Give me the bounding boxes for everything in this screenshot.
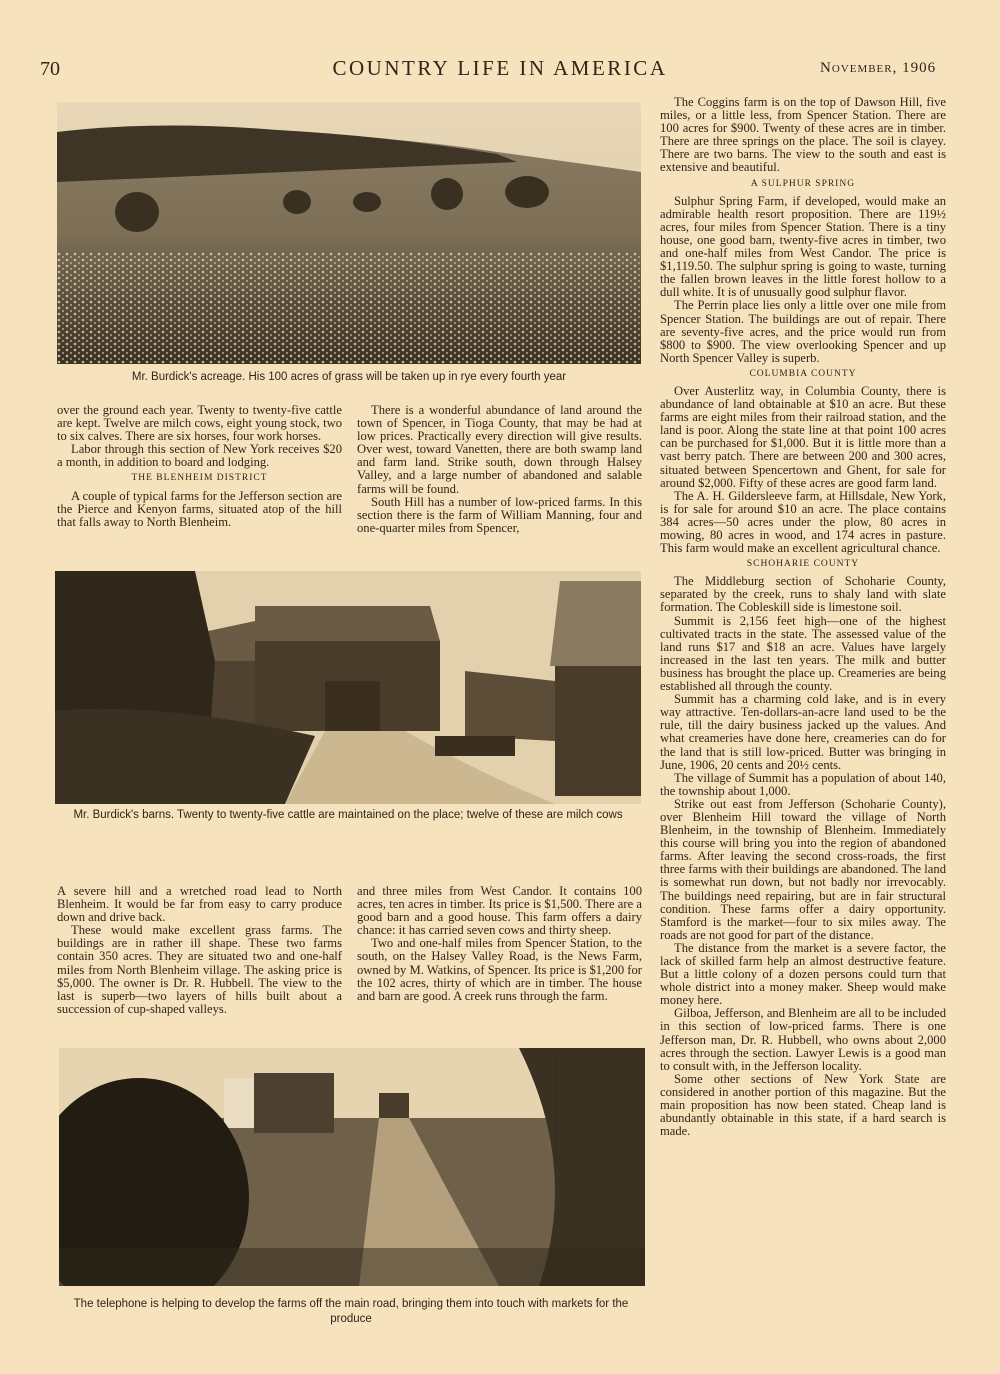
paragraph: Summit is 2,156 feet high—one of the highest cultivated tracts in the state. The assessed value of the land runs $17 and $18 an acre. Values have largely increased in the last ten years. The milk and butter business has brought the place up. Creameries are being established all through the county. <box>660 613 946 694</box>
column-middle-top <box>357 404 642 535</box>
paragraph: Strike out east from Jefferson (Schoharie County), over Blenheim Hill toward the village of North Blenheim, in the township of Blenheim. Immediately this course will bring you into the region of abandoned farms. After leaving the second cross-roads, the first three farms with their buildings are abandoned. The land is somewhat run down, but not badly nor irrevocably. The buildings need repairing, but are in fair structural condition. These farms offer a dairy opportunity. Stamford is the market—four to six miles away. The roads are not good for part of the distance. <box>660 796 946 942</box>
paragraph: The distance from the market is a severe factor, the lack of skilled farm help an almost destructive feature. But a little colony of a dozen persons could turn that whole district into a money maker. Sheep would make money here. <box>660 940 946 1008</box>
section-heading: A SULPHUR SPRING <box>750 178 856 189</box>
column-right <box>660 96 946 1138</box>
paragraph: Over Austerlitz way, in Columbia County, there is abundance of land obtainable at $10 an acre. But these farms are eight miles from their railroad station, and the land is poor. Along the state line at that point 100 acres can be purchased for $1,000. But it is little more than a vast berry patch. There are between 200 and 300 acres, situated between Spencertown and Ghent, for sale for around $2,000. Fifty of these acres are good farm land. <box>660 383 946 490</box>
photo-caption-telephone: The telephone is helping to develop the farms off the main road, bringing them into touch with markets for the produce <box>73 1298 629 1325</box>
paragraph: The Coggins farm is on the top of Dawson Hill, five miles, or a little less, from Spencer Station. There are 100 acres for $900. Twenty of these acres are in timber. There are three springs on the place. The soil is clayey. There are two barns. The view to the south and east is extensive and beautiful. <box>660 95 946 175</box>
paragraph: A severe hill and a wretched road lead to North Blenheim. It would be far from easy to carry produce down and drive back. <box>57 884 342 925</box>
section-heading: THE BLENHEIM DISTRICT <box>131 473 268 484</box>
paragraph: The village of Summit has a population of about 140, the township about 1,000. <box>660 770 946 798</box>
paragraph: Gilboa, Jefferson, and Blenheim are all to be included in this section of low-priced farms. There is one Jefferson man, Dr. R. Hubbell, who owns about 2,000 acres through the section. Lawyer Lewis is a good man to consult with, in the Jefferson locality. <box>660 1006 946 1073</box>
column-middle-bottom <box>357 885 642 1003</box>
section-heading: SCHOHARIE COUNTY <box>746 559 860 570</box>
section-heading: COLUMBIA COUNTY <box>749 368 857 379</box>
page-number: 70 <box>40 58 60 80</box>
paragraph: The Middleburg section of Schoharie County, separated by the creek, runs to shaly land with slate formation. The Cobleskill side is limestone soil. <box>660 574 946 615</box>
running-header-title: COUNTRY LIFE IN AMERICA <box>332 56 668 80</box>
paragraph: Labor through this section of New York receives $20 a month, in addition to board and lodging. <box>57 442 342 470</box>
photo-caption-acreage: Mr. Burdick's acreage. His 100 acres of grass will be taken up in rye every fourth year <box>131 371 567 383</box>
paragraph: The A. H. Gildersleeve farm, at Hillsdale, New York, is for sale for around $10 an acre. The place contains 384 acres—50 acres under the plow, 80 acres in mowing, 80 acres in wood, and 174 acres in pasture. This farm would make an excellent agricultural chance. <box>660 488 946 556</box>
paragraph: These would make excellent grass farms. The buildings are in rather ill shape. These two farms contain 350 acres. They are situated two and one-half miles from North Blenheim village. The asking price is $5,000. The owner is Dr. R. Hubbell. The view to the last is superb—two layers of hills built about a succession of cup-shaped valleys. <box>57 923 342 1016</box>
paragraph: Summit has a charming cold lake, and is in every way attractive. Ten-dollars-an-acre land used to be the rule, till the dairy business jacked up the values. And what creameries have done here, creameries can do for the land that is still low-priced. Butter was bringing in June, 1906, 20 cents and 20½ cents. <box>660 692 946 772</box>
column-left-top <box>57 404 342 529</box>
column-left-bottom <box>57 885 342 1016</box>
paragraph: over the ground each year. Twenty to twenty-five cattle are kept. Twelve are milch cows, eight young stock, two to six calves. There are six horses, four work horses. <box>57 403 342 444</box>
photo-barns <box>55 571 641 804</box>
paragraph: There is a wonderful abundance of land around the town of Spencer, in Tioga County, that may be had at low prices. Practically every direction will give results. Over west, toward Vanetten, there are both swamp land and farm land. Strike south, down through Halsey Valley, and a large number of abandoned and salable farms will be found. <box>357 403 642 496</box>
paragraph: and three miles from West Candor. It contains 100 acres, ten acres in timber. Its price is $1,500. There are a good barn and a good house. This farm offers a dairy chance: it has carried seven cows and thirty sheep. <box>357 884 642 938</box>
photo-caption-barns: Mr. Burdick's barns. Twenty to twenty-five cattle are maintained on the place; twelve of these are milch cows <box>73 809 623 821</box>
photo-telephone-road <box>59 1048 645 1286</box>
paragraph: South Hill has a number of low-priced farms. In this section there is the farm of William Manning, four and one-quarter miles from Spencer, <box>357 494 642 535</box>
paragraph: Two and one-half miles from Spencer Station, to the south, on the Halsey Valley Road, is the News Farm, owned by M. Watkins, of Spencer. Its price is $1,200 for the 102 acres, thirty of which are in timber. The house and barn are good. A creek runs through the farm. <box>357 936 642 1003</box>
paragraph: Sulphur Spring Farm, if developed, would make an admirable health resort proposition. There are 119½ acres, four miles from Spencer Station. There is a tiny house, one good barn, twenty-five acres in timber, two and one-half miles from West Candor. The price is $1,119.50. The sulphur spring is going to waste, turning the fallen brown leaves in the little forest hollow to a dull white. It is of unusually good sulphur flavor. <box>660 193 946 300</box>
paragraph: Some other sections of New York State are considered in another portion of this magazine. But the main proposition has now been stated. Cheap land is abundantly obtainable in this state, if a hard search is made. <box>660 1071 946 1139</box>
paragraph: A couple of typical farms for the Jefferson section are the Pierce and Kenyon farms, situated atop of the hill that falls away to North Blenheim. <box>57 488 342 529</box>
photo-acreage <box>57 102 641 364</box>
paragraph: The Perrin place lies only a little over one mile from Spencer Station. The buildings are out of repair. There are seventy-five acres, and the price would run from $800 to $900. The view overlooking Spencer and up North Spencer Valley is superb. <box>660 298 946 365</box>
issue-date: November, 1906 <box>820 60 937 76</box>
